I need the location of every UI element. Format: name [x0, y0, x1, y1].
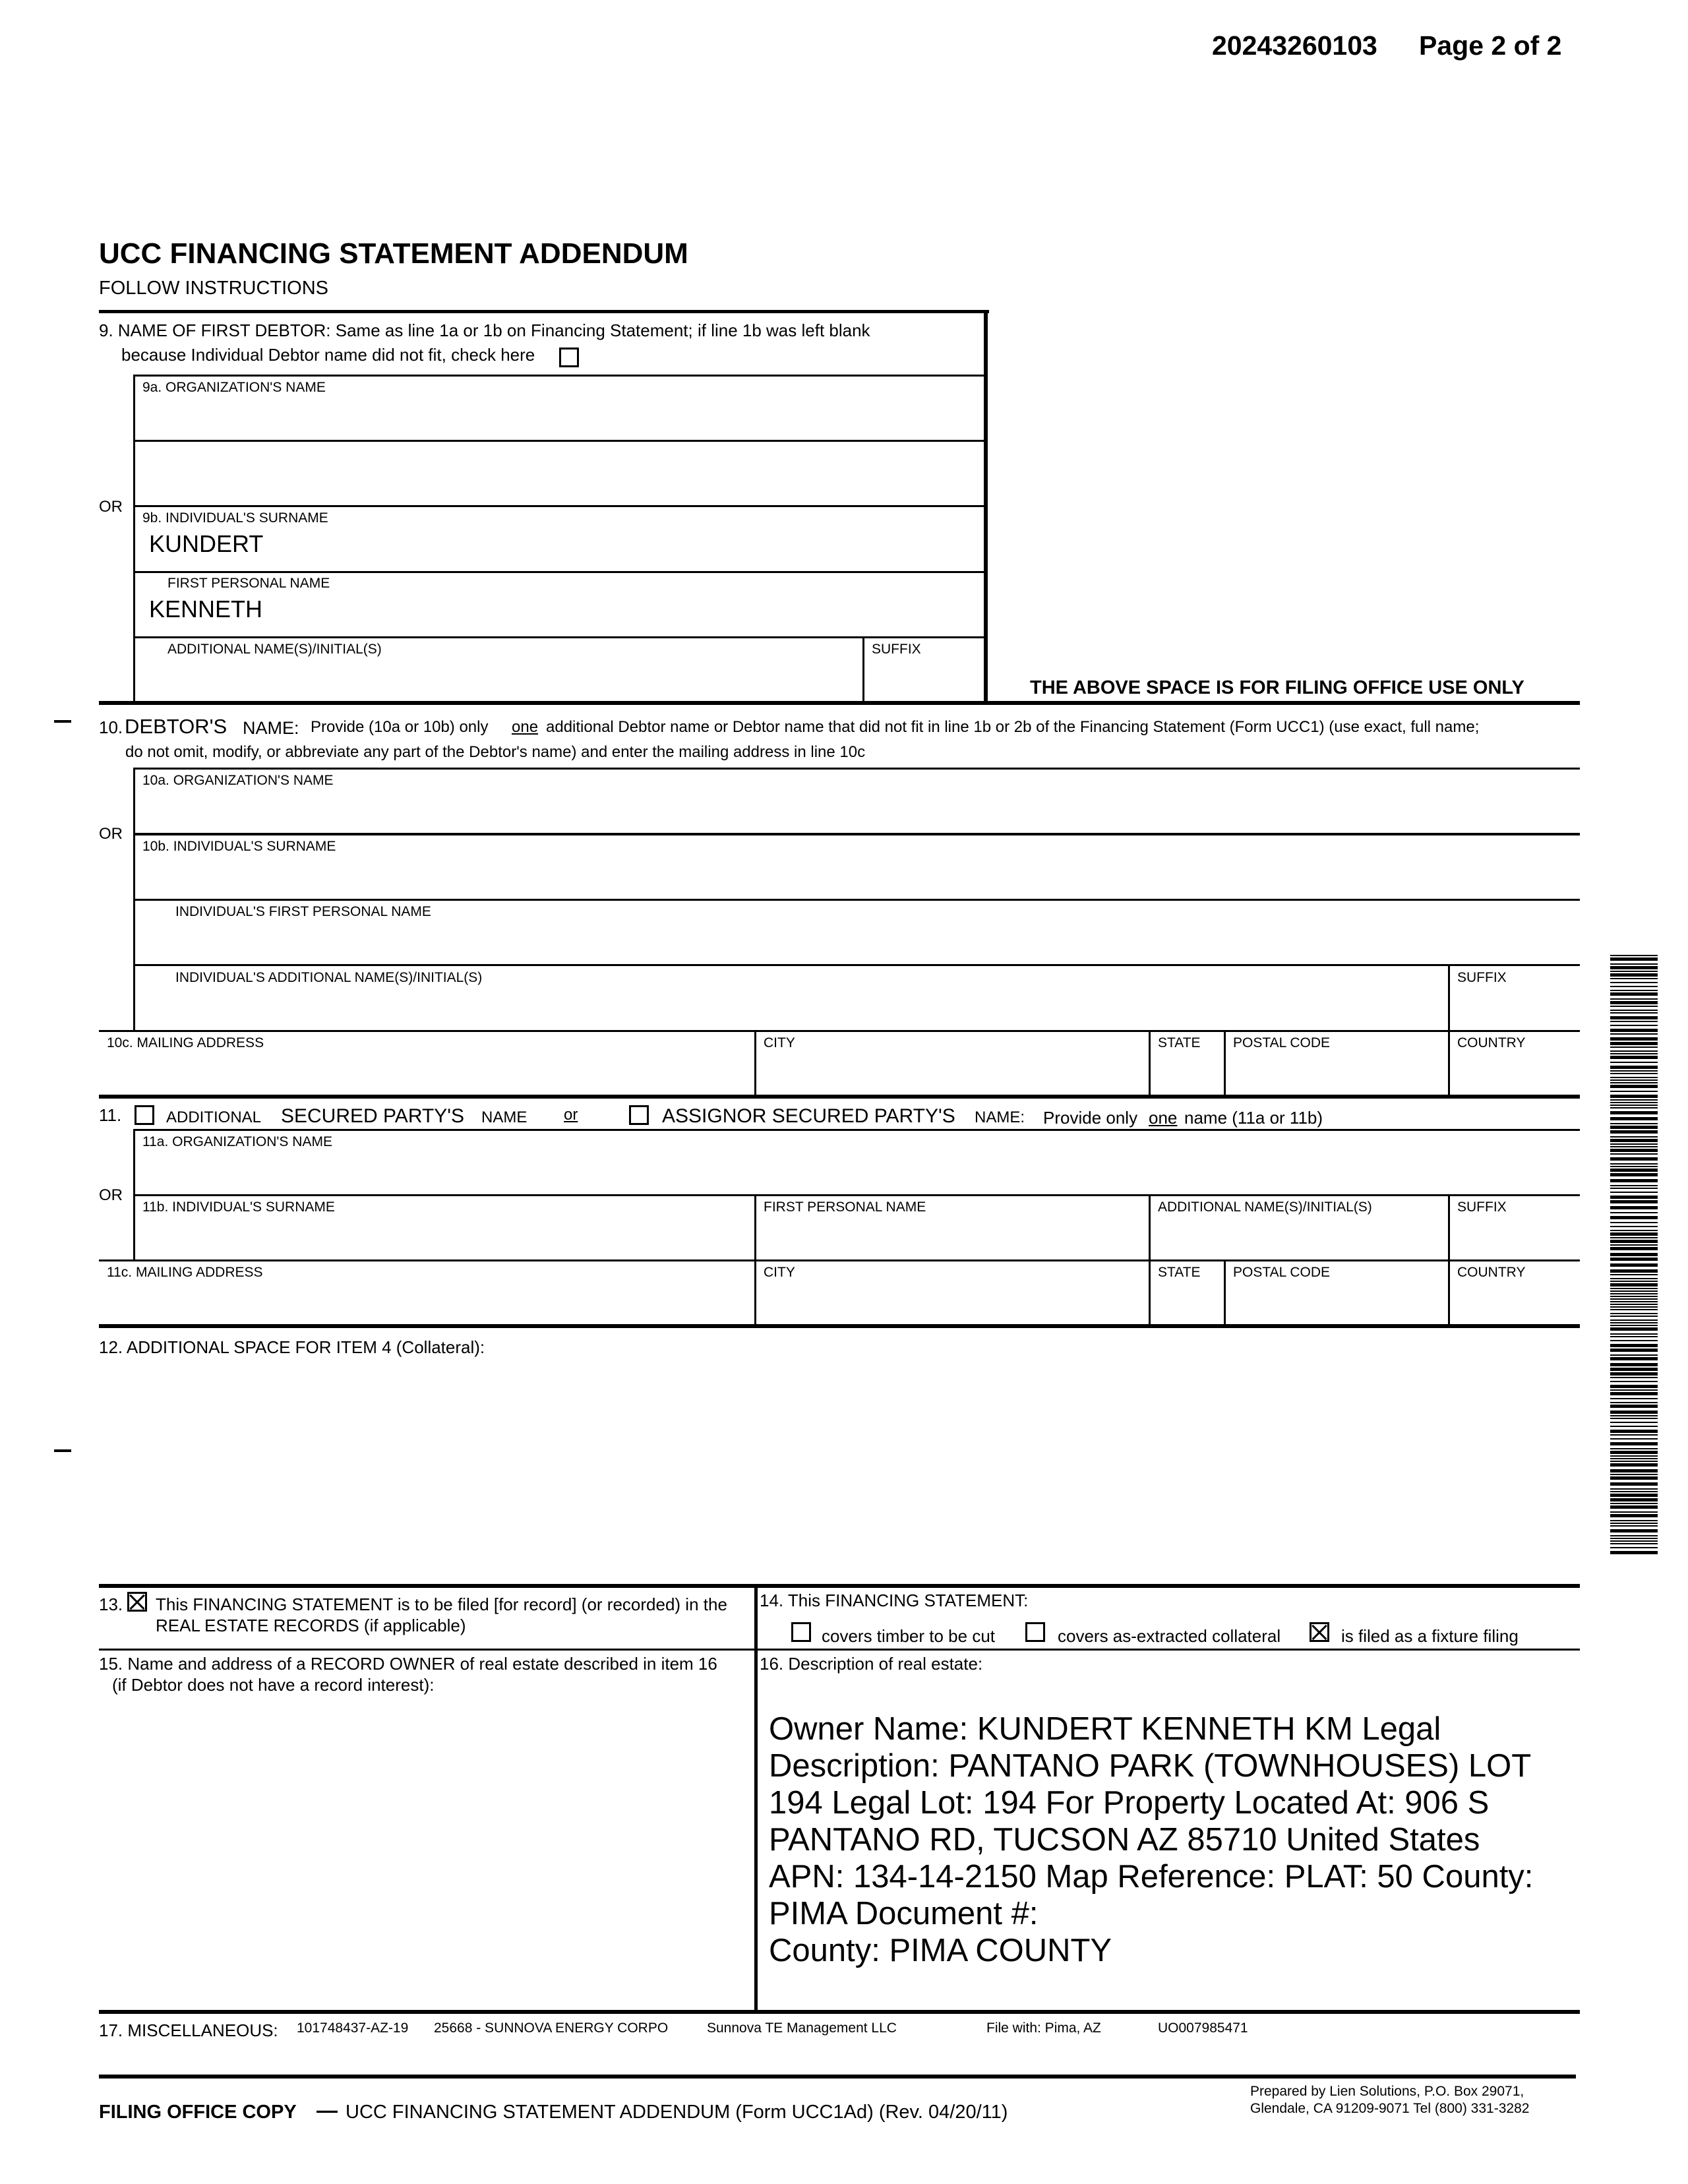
barcode-bar [1610, 1168, 1658, 1172]
sec17-item-code: UO007985471 [1158, 2020, 1248, 2036]
barcode-bar [1610, 1237, 1658, 1238]
sec11-additional-checkbox[interactable] [135, 1105, 154, 1125]
sec9-or: OR [99, 498, 123, 516]
barcode-bar [1610, 1458, 1658, 1459]
sec16-line: Description: PANTANO PARK (TOWNHOUSES) LOT [769, 1748, 1532, 1784]
barcode-bar [1610, 1474, 1658, 1475]
footer-prepared-line1: Prepared by Lien Solutions, P.O. Box 29071, [1250, 2084, 1524, 2099]
sec9-line-c [133, 505, 985, 507]
sec10-line-e [99, 1030, 1580, 1032]
sec13-top-border [99, 1584, 1580, 1588]
barcode-bar [1610, 1143, 1658, 1145]
barcode-bar [1610, 1288, 1658, 1289]
sec9-first-label: FIRST PERSONAL NAME [167, 576, 330, 591]
sec10-title: DEBTOR'S [125, 715, 227, 738]
barcode-bar [1610, 1053, 1658, 1054]
barcode-bar [1610, 1535, 1658, 1536]
barcode-bar [1610, 966, 1658, 969]
barcode-bar [1610, 1316, 1658, 1317]
sec14-timber-checkbox[interactable] [791, 1622, 811, 1642]
sec9-line-b [133, 440, 985, 442]
barcode-bar [1610, 1025, 1658, 1026]
barcode-bar [1610, 955, 1658, 956]
sec11-suffix-label: SUFFIX [1457, 1199, 1507, 1215]
sec14-fixture-text: is filed as a fixture filing [1341, 1626, 1519, 1646]
barcode-bar [1610, 1066, 1658, 1069]
barcode-bar [1610, 1514, 1658, 1517]
sec9-line-d [133, 571, 985, 573]
sec15-label-line1: 15. Name and address of a RECORD OWNER of real estate described in item 16 [99, 1654, 717, 1674]
barcode-bar [1610, 1091, 1658, 1092]
sec15-top-border [99, 1649, 1580, 1651]
sec13-num: 13. [99, 1594, 123, 1614]
barcode-bar [1610, 1463, 1658, 1467]
barcode-bar [1610, 1340, 1658, 1341]
sec11-state-divider [1149, 1259, 1151, 1325]
sec10-country-label: COUNTRY [1457, 1035, 1526, 1050]
sec14-fixture-checkbox-checked[interactable] [1310, 1622, 1329, 1642]
sec14-timber-text: covers timber to be cut [822, 1626, 995, 1646]
barcode-bar [1610, 1139, 1658, 1142]
sec9-label-line2: because Individual Debtor name did not fit, check here [121, 345, 535, 365]
sec17-item-ref: 101748437-AZ-19 [297, 2020, 409, 2036]
barcode-bar [1610, 1405, 1658, 1408]
barcode-bar [1610, 1173, 1658, 1176]
barcode-bar [1610, 1016, 1658, 1019]
barcode-bar [1610, 1344, 1658, 1347]
sec9-right-border [984, 310, 988, 704]
barcode-bar [1610, 1166, 1658, 1167]
barcode-bar [1610, 1153, 1658, 1155]
barcode-bar [1610, 1102, 1658, 1103]
sec10-desc-a: Provide (10a or 10b) only [311, 718, 489, 736]
sec17-item-secured: Sunnova TE Management LLC [707, 2020, 897, 2036]
barcode-bar [1610, 1461, 1658, 1462]
sec14-extracted-checkbox[interactable] [1025, 1622, 1045, 1642]
sec11-postal-divider [1224, 1259, 1226, 1325]
sec13-text-line1: This FINANCING STATEMENT is to be filed [for record] (or recorded) in the [156, 1594, 727, 1614]
barcode-bar [1610, 1389, 1658, 1391]
barcode-bar [1610, 1363, 1658, 1366]
barcode-bar [1610, 1244, 1658, 1246]
barcode-bar [1610, 957, 1658, 961]
barcode-bar [1610, 978, 1658, 979]
barcode-bar [1610, 1077, 1658, 1078]
barcode-bar [1610, 1196, 1658, 1199]
barcode-bar [1610, 1505, 1658, 1509]
barcode-bar [1610, 998, 1658, 1000]
sec9-suffix-divider [862, 636, 864, 704]
barcode-bar [1610, 1540, 1658, 1542]
barcode-bar [1610, 963, 1658, 965]
barcode-bar [1610, 1123, 1658, 1124]
barcode-bar [1610, 1538, 1658, 1539]
barcode-bar [1610, 1056, 1658, 1059]
barcode-bar [1610, 1422, 1658, 1423]
barcode-bar [1610, 1269, 1658, 1273]
barcode-bar [1610, 1206, 1658, 1209]
barcode-bar [1610, 1451, 1658, 1454]
barcode-bar [1610, 1099, 1658, 1101]
barcode-bar [1610, 1377, 1658, 1378]
sec10-line-a [133, 768, 1580, 770]
sec11-additional-label: ADDITIONAL NAME(S)/INITIAL(S) [1158, 1199, 1372, 1215]
barcode-bar [1610, 1547, 1658, 1548]
barcode-bar [1610, 1529, 1658, 1532]
sec14-label: 14. This FINANCING STATEMENT: [760, 1591, 1029, 1610]
barcode-bar [1610, 1476, 1658, 1480]
form-subtitle: FOLLOW INSTRUCTIONS [99, 278, 329, 299]
sec14-extracted-text: covers as-extracted collateral [1058, 1626, 1281, 1646]
sec17-top-border [99, 2010, 1580, 2014]
sec10c-label: 10c. MAILING ADDRESS [107, 1035, 264, 1050]
footer-border [99, 2075, 1576, 2078]
barcode-bar [1610, 1398, 1658, 1399]
barcode-bar [1610, 1146, 1658, 1147]
sec9-label: 9. NAME OF FIRST DEBTOR: Same as line 1a or 1b on Financing Statement; if line 1b was left blank [99, 320, 870, 340]
barcode-bar [1610, 1402, 1658, 1403]
sec10-suffix-label: SUFFIX [1457, 970, 1507, 985]
page-indicator: Page 2 of 2 [1419, 30, 1562, 61]
barcode [1610, 955, 1658, 1555]
barcode-bar [1610, 1283, 1658, 1287]
sec11-line-a [133, 1129, 1580, 1131]
barcode-bar [1610, 990, 1658, 991]
barcode-bar [1610, 1494, 1658, 1497]
footer-dash: — [316, 2098, 338, 2122]
barcode-bar [1610, 1082, 1658, 1083]
barcode-bar [1610, 1117, 1658, 1120]
sec11-assignor-checkbox[interactable] [629, 1105, 649, 1125]
barcode-bar [1610, 1304, 1658, 1305]
sec11-one-text: one [1149, 1108, 1178, 1128]
sec13-text-line2: REAL ESTATE RECORDS (if applicable) [156, 1616, 466, 1635]
barcode-bar [1610, 1469, 1658, 1472]
sec11-line-b [133, 1194, 1580, 1196]
barcode-bar [1610, 1320, 1658, 1321]
barcode-bar [1610, 1073, 1658, 1074]
barcode-bar [1610, 1410, 1658, 1414]
sec10-or: OR [99, 825, 123, 843]
sec10a-label: 10a. ORGANIZATION'S NAME [142, 773, 334, 788]
sec9-additional-label: ADDITIONAL NAME(S)/INITIAL(S) [167, 642, 382, 657]
barcode-bar [1610, 1253, 1658, 1256]
sec11-additional-divider [1149, 1194, 1151, 1260]
barcode-bar [1610, 1001, 1658, 1004]
barcode-bar [1610, 1455, 1658, 1457]
sec9-suffix-label: SUFFIX [872, 642, 921, 657]
barcode-bar [1610, 971, 1658, 972]
barcode-bar [1610, 1230, 1658, 1231]
sec17-label: 17. MISCELLANEOUS: [99, 2020, 278, 2040]
barcode-bar [1610, 1012, 1658, 1014]
barcode-bar [1610, 1105, 1658, 1106]
barcode-bar [1610, 1296, 1658, 1297]
collateral-space[interactable] [99, 1358, 1580, 1583]
barcode-bar [1610, 992, 1658, 996]
barcode-bar [1610, 1511, 1658, 1513]
barcode-bar [1610, 1327, 1658, 1331]
barcode-bar [1610, 1042, 1658, 1045]
barcode-bar [1610, 1136, 1658, 1138]
sec10b-label: 10b. INDIVIDUAL'S SURNAME [142, 839, 336, 854]
barcode-bar [1610, 1381, 1658, 1382]
sec9-line-a [133, 375, 985, 377]
barcode-bar [1610, 1130, 1658, 1134]
sec10-desc-one: one [512, 718, 539, 736]
barcode-bar [1610, 1430, 1658, 1433]
barcode-bar [1610, 1482, 1658, 1486]
sec11c-label: 11c. MAILING ADDRESS [107, 1265, 263, 1280]
sec11a-label: 11a. ORGANIZATION'S NAME [142, 1134, 332, 1149]
barcode-bar [1610, 1046, 1658, 1048]
barcode-bar [1610, 1372, 1658, 1376]
sec10-state-label: STATE [1158, 1035, 1201, 1050]
barcode-bar [1610, 1263, 1658, 1267]
sec10-desc-b: additional Debtor name or Debtor name that did not fit in line 1b or 2b of the Financing Statement (Form UCC1) (use exact, full name; [546, 718, 1480, 736]
barcode-bar [1610, 1336, 1658, 1337]
barcode-bar [1610, 1185, 1658, 1186]
barcode-bar [1610, 1281, 1658, 1282]
barcode-bar [1610, 1029, 1658, 1032]
sec10-line-d [133, 964, 1580, 966]
barcode-bar [1610, 1247, 1658, 1250]
form-title: UCC FINANCING STATEMENT ADDENDUM [99, 237, 688, 270]
sec10-top-border [99, 701, 1580, 705]
barcode-bar [1610, 1062, 1658, 1063]
barcode-bar [1610, 1037, 1658, 1041]
sec12-label: 12. ADDITIONAL SPACE FOR ITEM 4 (Collateral): [99, 1337, 485, 1357]
sec10-title-b: NAME: [243, 718, 299, 738]
sec10-line-b [133, 833, 1580, 835]
sec15-label-line2: (if Debtor does not have a record interest): [112, 1675, 435, 1695]
sec16-line: 194 Legal Lot: 194 For Property Located At: 906 S [769, 1785, 1490, 1821]
barcode-bar [1610, 1226, 1658, 1227]
barcode-bar [1610, 1157, 1658, 1161]
sec10-postal-divider [1224, 1030, 1226, 1096]
margin-tick-top [54, 720, 71, 723]
barcode-bar [1610, 1543, 1658, 1544]
sec12-top-border [99, 1324, 1580, 1328]
barcode-bar [1610, 973, 1658, 977]
barcode-bar [1610, 1523, 1658, 1524]
barcode-bar [1610, 1149, 1658, 1152]
barcode-bar [1610, 1491, 1658, 1492]
barcode-bar [1610, 1357, 1658, 1360]
barcode-bar [1610, 1438, 1658, 1440]
barcode-bar [1610, 1488, 1658, 1490]
sec11-or-word: or [564, 1106, 578, 1124]
barcode-bar [1610, 1434, 1658, 1436]
barcode-bar [1610, 1354, 1658, 1356]
barcode-bar [1610, 1418, 1658, 1419]
barcode-bar [1610, 1079, 1658, 1081]
barcode-bar [1610, 1021, 1658, 1022]
barcode-bar [1610, 1333, 1658, 1335]
barcode-bar [1610, 1349, 1658, 1352]
barcode-bar [1610, 1163, 1658, 1165]
barcode-bar [1610, 1050, 1658, 1052]
barcode-bar [1610, 1274, 1658, 1275]
barcode-bar [1610, 1107, 1658, 1108]
barcode-bar [1610, 1188, 1658, 1189]
sec10-num: 10. [99, 717, 123, 737]
sec11-provide-end: name (11a or 11b) [1184, 1108, 1323, 1128]
sec10-additional-label: INDIVIDUAL'S ADDITIONAL NAME(S)/INITIAL(S) [175, 970, 483, 985]
sec11-or: OR [99, 1186, 123, 1204]
sec10-first-label: INDIVIDUAL'S FIRST PERSONAL NAME [175, 904, 431, 919]
barcode-bar [1610, 1095, 1658, 1098]
footer-copy: FILING OFFICE COPY [99, 2102, 297, 2123]
sec11-additional-text: ADDITIONAL [166, 1108, 262, 1126]
sec17-item-filewith: File with: Pima, AZ [986, 2020, 1101, 2036]
sec11-name-text: NAME [481, 1108, 528, 1126]
barcode-bar [1610, 1525, 1658, 1527]
filing-office-note: THE ABOVE SPACE IS FOR FILING OFFICE USE ONLY [1030, 677, 1524, 698]
sec11-name2-text: NAME: [975, 1108, 1025, 1126]
sec11-first-label: FIRST PERSONAL NAME [764, 1199, 926, 1215]
barcode-bar [1610, 1520, 1658, 1521]
sec10-postal-label: POSTAL CODE [1233, 1035, 1331, 1050]
barcode-bar [1610, 1325, 1658, 1326]
barcode-bar [1610, 1222, 1658, 1223]
barcode-bar [1610, 1290, 1658, 1292]
sec11-postal-label: POSTAL CODE [1233, 1265, 1331, 1280]
sec11-provide-text: Provide only [1043, 1108, 1138, 1128]
barcode-bar [1610, 1322, 1658, 1323]
barcode-bar [1610, 1415, 1658, 1416]
barcode-bar [1610, 1503, 1658, 1504]
barcode-bar [1610, 1192, 1658, 1193]
barcode-bar [1610, 1126, 1658, 1129]
sec10-city-label: CITY [764, 1035, 795, 1050]
sec16-line: PIMA Document #: [769, 1896, 1039, 1931]
sec9-first-value: KENNETH [149, 595, 263, 622]
sec11b-label: 11b. INDIVIDUAL'S SURNAME [142, 1199, 335, 1215]
sec16-description [769, 1711, 1533, 1969]
barcode-bar [1610, 1313, 1658, 1314]
footer-prepared-line2: Glendale, CA 91209-9071 Tel (800) 331-3282 [1250, 2101, 1530, 2116]
barcode-bar [1610, 1448, 1658, 1449]
sec9b-surname-value: KUNDERT [149, 530, 264, 557]
footer-form-name: UCC FINANCING STATEMENT ADDENDUM (Form UCC1Ad) (Rev. 04/20/11) [346, 2102, 1008, 2123]
sec16-line: APN: 134-14-2150 Map Reference: PLAT: 50 County: [769, 1859, 1534, 1895]
barcode-bar [1610, 986, 1658, 987]
barcode-bar [1610, 1216, 1658, 1219]
barcode-bar [1610, 1240, 1658, 1243]
barcode-bar [1610, 1498, 1658, 1502]
barcode-bar [1610, 1298, 1658, 1300]
barcode-bar [1610, 1442, 1658, 1445]
sec13-checkbox-checked[interactable] [127, 1592, 147, 1612]
barcode-bar [1610, 1111, 1658, 1114]
barcode-bar [1610, 1385, 1658, 1388]
margin-tick-bottom [54, 1449, 71, 1452]
sec11-top-border [99, 1095, 1580, 1099]
sec10-state-divider [1149, 1030, 1151, 1096]
sec16-line: Owner Name: KUNDERT KENNETH KM Legal [769, 1711, 1441, 1747]
sec16-label: 16. Description of real estate: [760, 1654, 983, 1674]
sec9b-label: 9b. INDIVIDUAL'S SURNAME [142, 510, 328, 526]
barcode-bar [1610, 1392, 1658, 1395]
sec16-line: County: PIMA COUNTY [769, 1933, 1112, 1968]
sec10-city-divider [754, 1030, 756, 1096]
sec10-desc-line2: do not omit, modify, or abbreviate any part of the Debtor's name) and enter the mailing address in line 10c [125, 743, 866, 761]
barcode-bar [1610, 1033, 1658, 1035]
barcode-bar [1610, 1278, 1658, 1279]
barcode-bar [1610, 1085, 1658, 1088]
barcode-bar [1610, 1179, 1658, 1182]
sec17-item-company: 25668 - SUNNOVA ENERGY CORPO [434, 2020, 669, 2036]
barcode-bar [1610, 1010, 1658, 1011]
sec16-line: PANTANO RD, TUCSON AZ 85710 United States [769, 1822, 1480, 1858]
sec10-line-c [133, 899, 1580, 901]
sec11-city-label: CITY [764, 1265, 795, 1280]
barcode-bar [1610, 1200, 1658, 1203]
barcode-bar [1610, 1232, 1658, 1236]
barcode-bar [1610, 1006, 1658, 1007]
sec9-line-e [133, 636, 985, 638]
barcode-bar [1610, 1309, 1658, 1310]
sec9a-label: 9a. ORGANIZATION'S NAME [142, 380, 326, 395]
barcode-bar [1610, 1070, 1658, 1072]
barcode-bar [1610, 1551, 1658, 1554]
sec11-state-label: STATE [1158, 1265, 1201, 1280]
barcode-bar [1610, 1212, 1658, 1213]
sec9-check-here-checkbox[interactable] [559, 348, 579, 367]
barcode-bar [1610, 1368, 1658, 1371]
sec11-secured-text: SECURED PARTY'S [281, 1105, 465, 1127]
sec11-assignor-text: ASSIGNOR SECURED PARTY'S [662, 1105, 955, 1127]
sec9-top-border [99, 310, 989, 313]
barcode-bar [1610, 982, 1658, 983]
sec11-line-c [99, 1259, 1580, 1261]
file-number: 20243260103 [1212, 30, 1377, 61]
sec11-num: 11. [99, 1105, 122, 1125]
sec9-left-border [133, 375, 135, 704]
barcode-bar [1610, 1426, 1658, 1427]
barcode-bar [1610, 1258, 1658, 1261]
sec11-country-label: COUNTRY [1457, 1265, 1526, 1280]
barcode-bar [1610, 1293, 1658, 1294]
barcode-bar [1610, 1306, 1658, 1308]
barcode-bar [1610, 1301, 1658, 1302]
